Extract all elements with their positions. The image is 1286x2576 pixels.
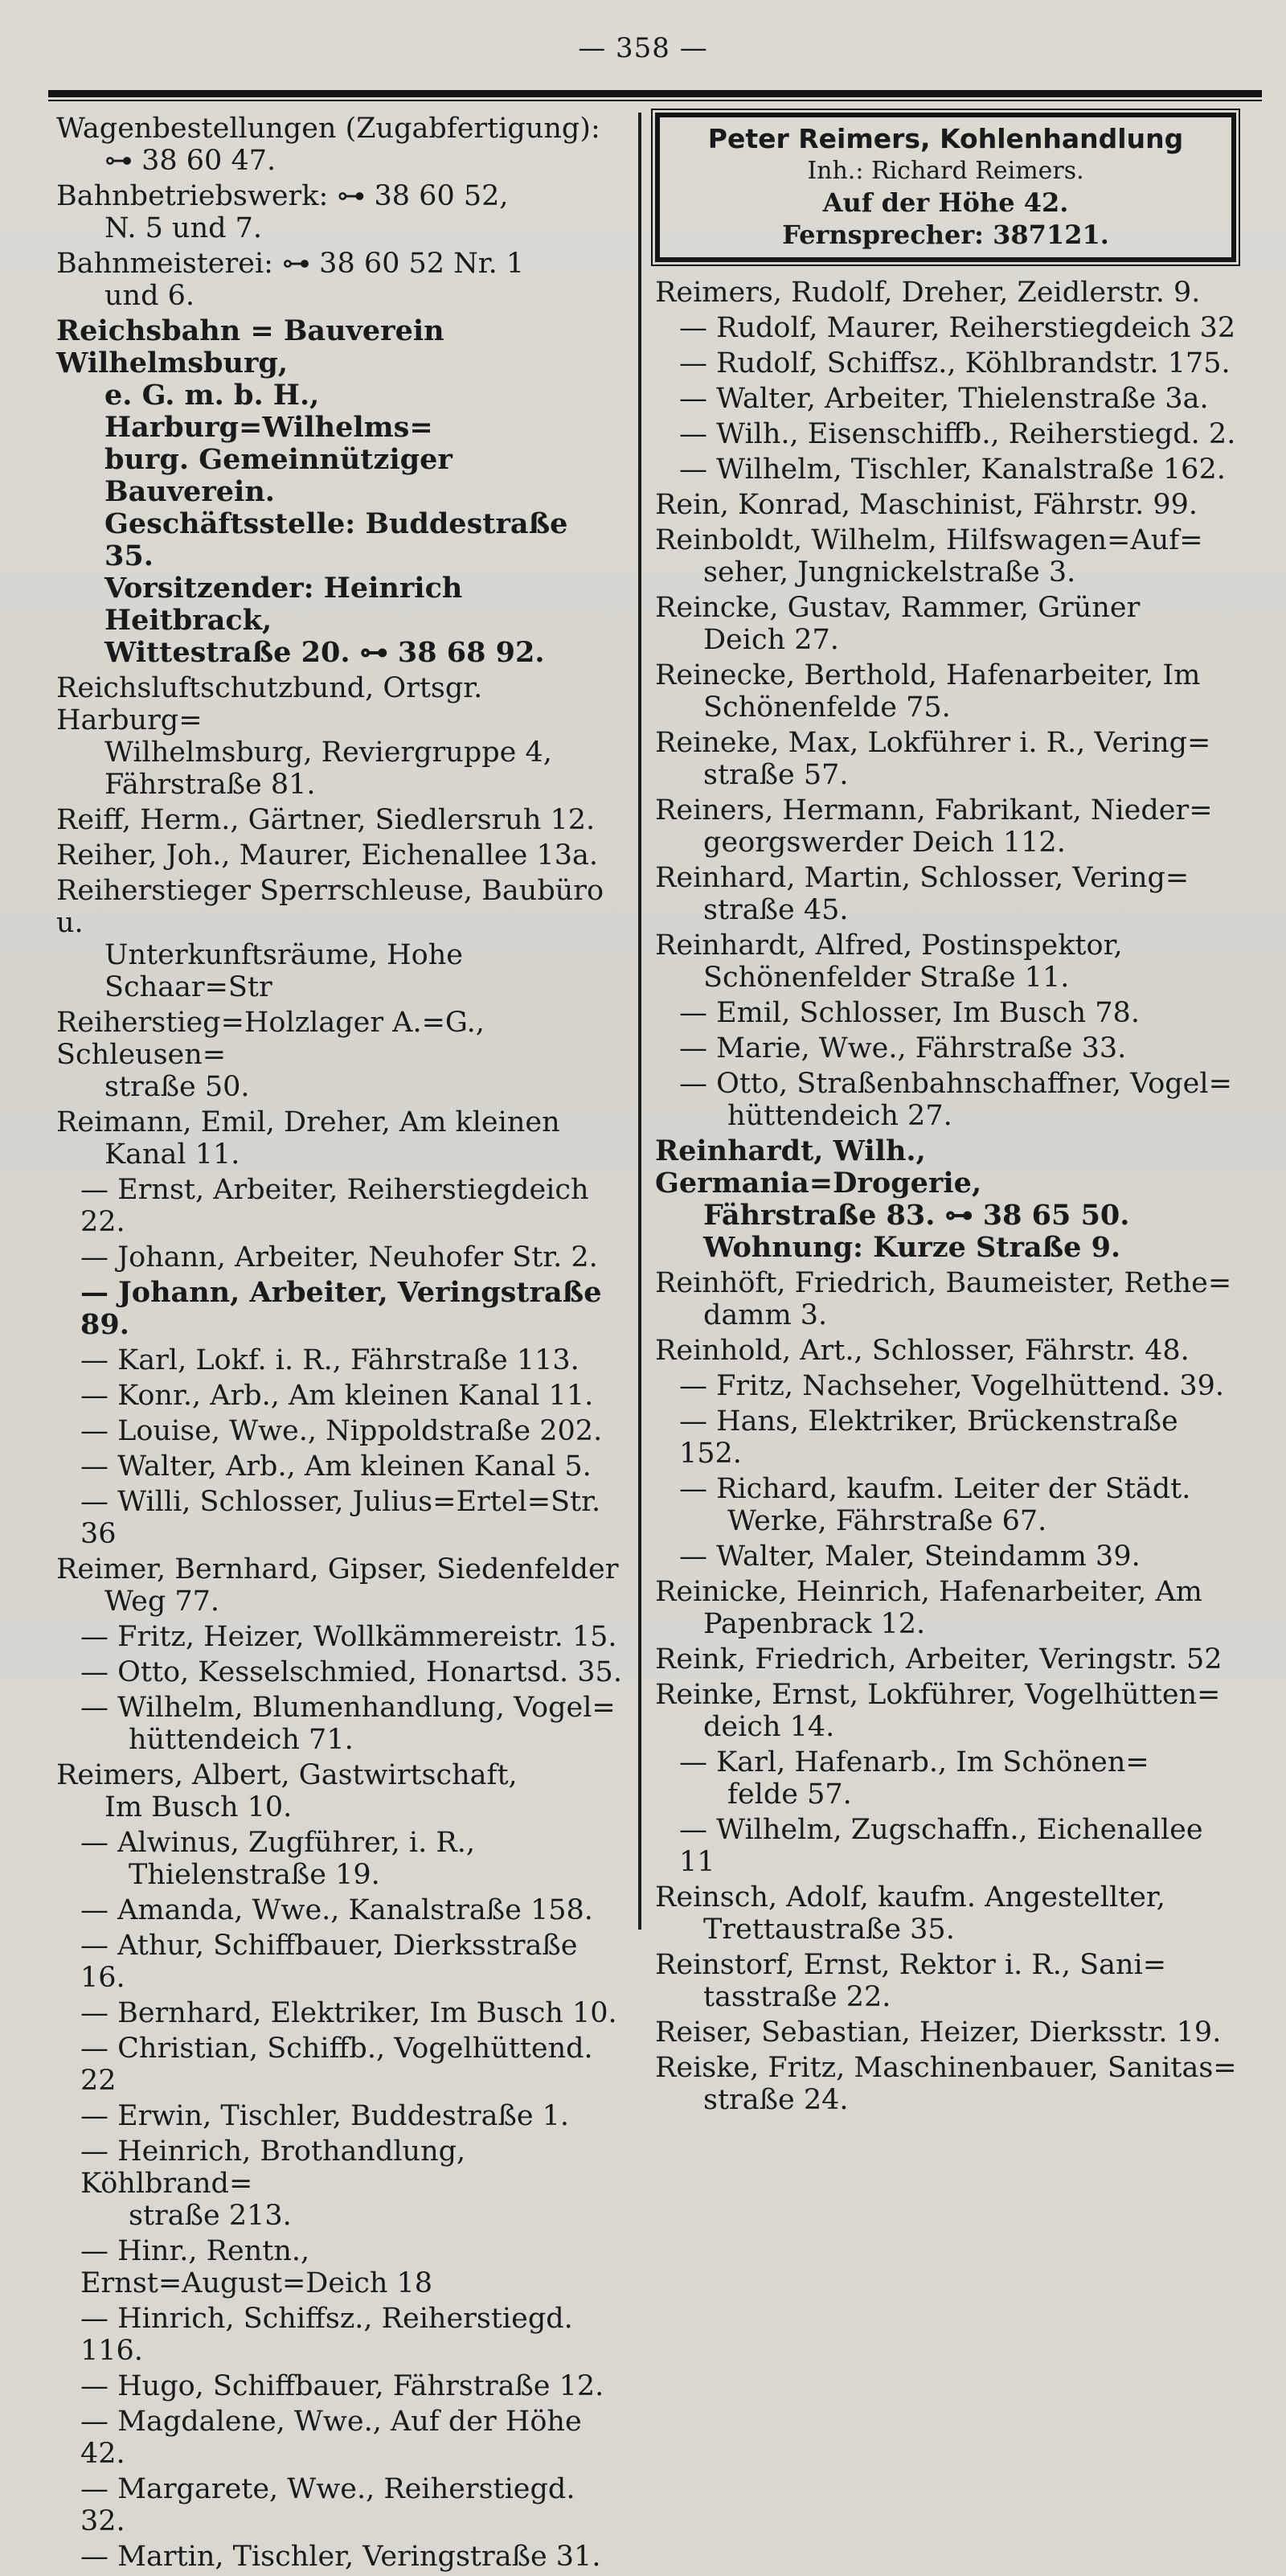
sub-entry (655, 383, 1246, 415)
directory-entry (56, 804, 623, 836)
sub-entry (56, 1621, 623, 1653)
entry-line: — Rudolf, Maurer, Reiherstiegdeich 32 (679, 312, 1236, 344)
entry-line: — Karl, Lokf. i. R., Fährstraße 113. (80, 1344, 580, 1376)
entry-continuation: Wittestraße 20. ⊶ 38 68 92. (104, 636, 545, 669)
entry-line: Reinhardt, Wilh., Germania=Drogerie, (655, 1134, 982, 1200)
entry-line: — Johann, Arbeiter, Veringstraße 89. (80, 1276, 602, 1341)
sub-entry (655, 1068, 1246, 1132)
entry-continuation: tasstraße 22. (703, 1981, 891, 2013)
entry-line: Reiners, Hermann, Fabrikant, Nieder= (655, 794, 1213, 827)
entry-line: — Karl, Hafenarb., Im Schönen= (679, 1746, 1149, 1778)
entry-line: — Emil, Schlosser, Im Busch 78. (679, 997, 1140, 1029)
sub-entry (56, 1415, 623, 1447)
entry-line: Reiske, Fritz, Maschinenbauer, Sanitas= (655, 2052, 1237, 2084)
right-column-entries (655, 277, 1246, 2116)
advertisement-box (655, 113, 1236, 262)
entry-continuation: Deich 27. (703, 624, 839, 656)
ad-owner: Inh.: Richard Reimers. (807, 157, 1084, 185)
directory-entry (56, 315, 623, 669)
entry-line: Reinicke, Heinrich, Hafenarbeiter, Am (655, 1576, 1202, 1608)
sub-entry (56, 1241, 623, 1274)
entry-line: Reimann, Emil, Dreher, Am kleinen (56, 1106, 560, 1138)
directory-entry (655, 1949, 1246, 2013)
entry-line: Reichsbahn = Bauverein Wilhelmsburg, (56, 314, 444, 379)
entry-line: — Martin, Tischler, Veringstraße 31. (80, 2541, 601, 2573)
directory-entry (655, 1679, 1246, 1743)
sub-entry (56, 1277, 623, 1341)
sub-entry (56, 1344, 623, 1376)
sub-entry (56, 2370, 623, 2402)
directory-entry (655, 1135, 1246, 1264)
directory-entry (655, 1267, 1246, 1331)
entry-line: — Walter, Maler, Steindamm 39. (679, 1540, 1141, 1573)
entry-continuation: N. 5 und 7. (104, 212, 263, 244)
entry-line: Reinsch, Adolf, kaufm. Angestellter, (655, 1881, 1165, 1914)
entry-continuation: felde 57. (727, 1778, 852, 1811)
directory-entry (655, 1881, 1246, 1946)
sub-entry (655, 997, 1246, 1029)
directory-entry (655, 1643, 1246, 1676)
directory-entry (56, 1759, 623, 1823)
entry-continuation: Im Busch 10. (104, 1791, 293, 1823)
entry-line: Reiherstieg=Holzlager A.=G., Schleusen= (56, 1007, 485, 1071)
entry-continuation: straße 213. (129, 2200, 292, 2232)
entry-line: Bahnmeisterei: ⊶ 38 60 52 Nr. 1 (56, 248, 525, 280)
sub-entry (56, 2032, 623, 2097)
sub-entry (56, 1692, 623, 1756)
entry-line: — Hans, Elektriker, Brückenstraße 152. (679, 1405, 1178, 1470)
entry-continuation: Wilhelmsburg, Reviergruppe 4, (104, 736, 552, 769)
entry-line: — Ernst, Arbeiter, Reiherstiegdeich 22. (80, 1174, 589, 1238)
entry-continuation: deich 14. (703, 1711, 835, 1743)
entry-line: — Johann, Arbeiter, Neuhofer Str. 2. (80, 1241, 598, 1274)
entry-line: — Christian, Schiffb., Vogelhüttend. 22 (80, 2032, 593, 2097)
entry-line: Reimers, Rudolf, Dreher, Zeidlerstr. 9. (655, 277, 1201, 309)
entry-continuation: damm 3. (703, 1299, 828, 1331)
entry-line: Wagenbestellungen (Zugabfertigung): (56, 113, 600, 145)
entry-line: — Alwinus, Zugführer, i. R., (80, 1827, 475, 1859)
sub-entry (56, 2100, 623, 2132)
entry-continuation: Werke, Fährstraße 67. (727, 1505, 1047, 1537)
directory-entry (655, 1335, 1246, 1367)
entry-line: — Wilhelm, Blumenhandlung, Vogel= (80, 1692, 616, 1724)
directory-entry (56, 1106, 623, 1171)
sub-entry (56, 2135, 623, 2232)
entry-continuation: seher, Jungnickelstraße 3. (703, 556, 1076, 589)
column-divider (638, 113, 641, 1930)
entry-line: — Rudolf, Schiffsz., Köhlbrandstr. 175. (679, 347, 1231, 379)
entry-line: — Louise, Wwe., Nippoldstraße 202. (80, 1415, 603, 1447)
entry-continuation: Papenbrack 12. (703, 1608, 926, 1640)
sub-entry (655, 418, 1246, 450)
directory-entry (655, 2016, 1246, 2049)
entry-continuation: Wohnung: Kurze Straße 9. (703, 1231, 1121, 1264)
directory-entry (56, 180, 623, 244)
entry-line: — Wilhelm, Zugschaffn., Eichenallee 11 (679, 1814, 1203, 1878)
directory-entry (655, 592, 1246, 656)
sub-entry (56, 1450, 623, 1483)
entry-continuation: Weg 77. (104, 1585, 220, 1618)
entry-continuation: Schönenfelde 75. (703, 691, 951, 724)
entry-continuation: ⊶ 38 60 47. (104, 145, 276, 177)
entry-line: Reinhardt, Alfred, Postinspektor, (655, 929, 1123, 962)
sub-entry (655, 453, 1246, 486)
entry-continuation: hüttendeich 71. (129, 1724, 354, 1756)
directory-entry (655, 1576, 1246, 1640)
entry-continuation: Schönenfelder Straße 11. (703, 962, 1070, 994)
sub-entry (56, 2303, 623, 2367)
directory-entry (56, 113, 623, 177)
sub-entry (655, 1814, 1246, 1878)
entry-line: — Athur, Schiffbauer, Dierksstraße 16. (80, 1930, 578, 1994)
entry-continuation: hüttendeich 27. (727, 1100, 952, 1132)
directory-entry (655, 489, 1246, 521)
entry-continuation: Trettaustraße 35. (703, 1914, 955, 1946)
entry-line: Reincke, Gustav, Rammer, Grüner (655, 592, 1141, 624)
entry-line: Reineke, Max, Lokführer i. R., Vering= (655, 727, 1211, 759)
entry-line: Reimers, Albert, Gastwirtschaft, (56, 1759, 518, 1791)
directory-entry (56, 672, 623, 801)
directory-entry (655, 929, 1246, 994)
sub-entry (655, 1473, 1246, 1537)
entry-line: — Walter, Arbeiter, Thielenstraße 3a. (679, 383, 1209, 415)
header-rule (48, 90, 1262, 97)
entry-line: — Bernhard, Elektriker, Im Busch 10. (80, 1997, 617, 2029)
entry-line: Reiser, Sebastian, Heizer, Dierksstr. 19. (655, 2016, 1222, 2049)
entry-line: Reinboldt, Wilhelm, Hilfswagen=Auf= (655, 524, 1203, 556)
entry-line: Reink, Friedrich, Arbeiter, Veringstr. 52 (655, 1643, 1223, 1676)
sub-entry (56, 2235, 623, 2299)
entry-line: Reinhöft, Friedrich, Baumeister, Rethe= (655, 1267, 1232, 1299)
entry-line: Reichsluftschutzbund, Ortsgr. Harburg= (56, 672, 483, 736)
sub-entry (655, 1370, 1246, 1402)
page-number: — 358 — (578, 32, 708, 64)
sub-entry (655, 1405, 1246, 1470)
entry-continuation: Fährstraße 83. ⊶ 38 65 50. (703, 1199, 1130, 1232)
directory-entry (655, 524, 1246, 589)
directory-entry (56, 875, 623, 1003)
entry-line: — Amanda, Wwe., Kanalstraße 158. (80, 1894, 593, 1926)
entry-line: — Marie, Wwe., Fährstraße 33. (679, 1032, 1127, 1064)
entry-line: Reiherstieger Sperrschleuse, Baubüro u. (56, 875, 604, 939)
entry-line: — Erwin, Tischler, Buddestraße 1. (80, 2100, 570, 2132)
entry-continuation: straße 50. (104, 1071, 250, 1103)
directory-entry (655, 2052, 1246, 2116)
entry-line: Reinke, Ernst, Lokführer, Vogelhütten= (655, 1679, 1221, 1711)
directory-entry (56, 839, 623, 872)
sub-entry (56, 2541, 623, 2573)
entry-continuation: Fährstraße 81. (104, 769, 316, 801)
directory-entry (655, 659, 1246, 724)
entry-continuation: georgswerder Deich 112. (703, 827, 1066, 859)
entry-continuation: Thielenstraße 19. (129, 1859, 380, 1891)
sub-entry (56, 2473, 623, 2537)
sub-entry (655, 347, 1246, 379)
sub-entry (56, 1894, 623, 1926)
sub-entry (56, 1486, 623, 1550)
directory-entry (655, 727, 1246, 791)
entry-line: — Konr., Arb., Am kleinen Kanal 11. (80, 1380, 594, 1412)
entry-line: Bahnbetriebswerk: ⊶ 38 60 52, (56, 180, 509, 212)
sub-entry (56, 1656, 623, 1688)
directory-entry (655, 794, 1246, 859)
entry-line: Reinecke, Berthold, Hafenarbeiter, Im (655, 659, 1201, 691)
directory-entry (655, 277, 1246, 309)
entry-line: Reiher, Joh., Maurer, Eichenallee 13a. (56, 839, 598, 872)
sub-entry (56, 1997, 623, 2029)
sub-entry (56, 1174, 623, 1238)
directory-entry (655, 862, 1246, 926)
entry-continuation: Unterkunftsräume, Hohe Schaar=Str (104, 939, 463, 1003)
entry-line: — Wilhelm, Tischler, Kanalstraße 162. (679, 453, 1226, 486)
entry-line: — Fritz, Nachseher, Vogelhüttend. 39. (679, 1370, 1225, 1402)
sub-entry (56, 1380, 623, 1412)
right-column (655, 113, 1246, 2119)
entry-continuation: und 6. (104, 280, 195, 312)
entry-line: — Wilh., Eisenschiffb., Reiherstiegd. 2. (679, 418, 1236, 450)
sub-entry (655, 1032, 1246, 1064)
entry-continuation: Geschäftsstelle: Buddestraße 35. (104, 507, 568, 572)
entry-line: — Richard, kaufm. Leiter der Städt. (679, 1473, 1191, 1505)
entry-continuation: straße 45. (703, 894, 849, 926)
ad-phone: Fernsprecher: 387121. (782, 219, 1109, 250)
sub-entry (56, 1930, 623, 1994)
entry-line: — Heinrich, Brothandlung, Köhlbrand= (80, 2135, 466, 2200)
entry-line: Reimer, Bernhard, Gipser, Siedenfelder (56, 1553, 619, 1585)
entry-continuation: burg. Gemeinnütziger Bauverein. (104, 443, 453, 508)
sub-entry (655, 312, 1246, 344)
directory-entry (56, 248, 623, 312)
entry-line: — Hinrich, Schiffsz., Reiherstiegd. 116. (80, 2303, 573, 2367)
sub-entry (655, 1540, 1246, 1573)
entry-line: — Magdalene, Wwe., Auf der Höhe 42. (80, 2406, 582, 2470)
entry-line: Reinstorf, Ernst, Rektor i. R., Sani= (655, 1949, 1167, 1981)
entry-line: Rein, Konrad, Maschinist, Fährstr. 99. (655, 489, 1198, 521)
sub-entry (56, 2406, 623, 2470)
directory-entry (56, 1007, 623, 1103)
entry-line: — Hugo, Schiffbauer, Fährstraße 12. (80, 2370, 604, 2402)
entry-line: — Otto, Kesselschmied, Honartsd. 35. (80, 1656, 622, 1688)
entry-line: — Fritz, Heizer, Wollkämmereistr. 15. (80, 1621, 617, 1653)
entry-continuation: e. G. m. b. H., Harburg=Wilhelms= (104, 379, 433, 444)
left-column (56, 113, 623, 2576)
ad-company-name: Peter Reimers, Kohlenhandlung (707, 123, 1184, 154)
entry-line: Reinhard, Martin, Schlosser, Vering= (655, 862, 1190, 894)
entry-continuation: Kanal 11. (104, 1138, 240, 1171)
ad-address: Auf der Höhe 42. (822, 187, 1069, 218)
entry-continuation: straße 57. (703, 759, 849, 791)
directory-entry (56, 1553, 623, 1618)
entry-line: — Walter, Arb., Am kleinen Kanal 5. (80, 1450, 592, 1483)
entry-continuation: Vorsitzender: Heinrich Heitbrack, (104, 572, 463, 637)
entry-line: — Margarete, Wwe., Reiherstiegd. 32. (80, 2473, 575, 2537)
entry-line: — Hinr., Rentn., Ernst=August=Deich 18 (80, 2235, 433, 2299)
sub-entry (655, 1746, 1246, 1811)
entry-continuation: straße 24. (703, 2084, 849, 2116)
entry-line: — Otto, Straßenbahnschaffner, Vogel= (679, 1068, 1232, 1100)
entry-line: Reiff, Herm., Gärtner, Siedlersruh 12. (56, 804, 596, 836)
entry-line: Reinhold, Art., Schlosser, Fährstr. 48. (655, 1335, 1190, 1367)
sub-entry (56, 1827, 623, 1891)
entry-line: — Willi, Schlosser, Julius=Ertel=Str. 36 (80, 1486, 601, 1550)
